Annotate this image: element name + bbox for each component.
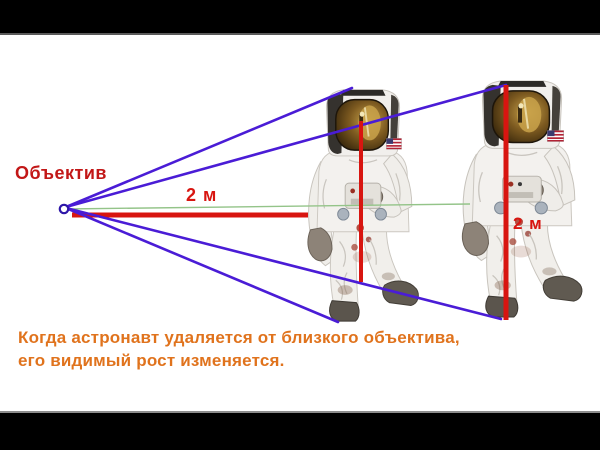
far-astronaut-image <box>462 81 582 317</box>
ray-to-near-feet <box>66 208 338 322</box>
caption-line-1: Когда астронавт удаляется от близкого объектива, <box>18 328 460 347</box>
lens-point <box>60 205 68 213</box>
caption-line-2: его видимый рост изменяется. <box>18 351 285 370</box>
far-height-label: 2 м <box>513 214 543 233</box>
near-distance-label: 2 м <box>186 185 218 205</box>
letterbox-top-bar <box>0 0 600 35</box>
ray-to-far-feet <box>66 208 501 319</box>
ray-to-far-head <box>66 85 506 207</box>
caption-text <box>18 326 460 372</box>
lens-label: Объектив <box>15 163 107 183</box>
letterbox-bottom-bar <box>0 411 600 450</box>
